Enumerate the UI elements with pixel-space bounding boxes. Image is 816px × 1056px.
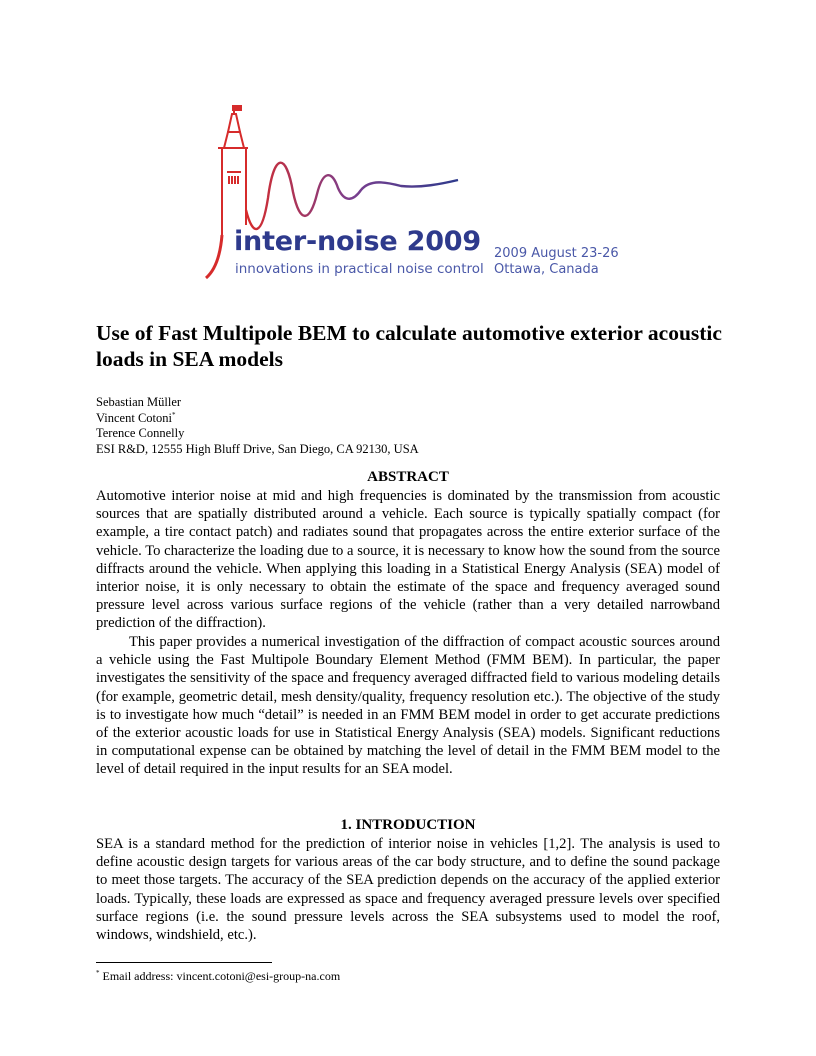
footnote-marker: * [171, 410, 176, 419]
author-name: Terence Connelly [96, 426, 185, 440]
footnote-text: Email address: vincent.cotoni@esi-group-na.com [102, 969, 341, 983]
conference-tagline: innovations in practical noise control [235, 261, 484, 277]
author-affiliation: ESI R&D, 12555 High Bluff Drive, San Diego, CA 92130, USA [96, 441, 419, 456]
abstract-paragraph: This paper provides a numerical investigation of the diffraction of compact acoustic sources around a vehicle using the Fast Multipole Boundary Element Method (FMM BEM). In particular, the paper investigates the sensitivity of the space and frequency averaged diffracted field to various modeling details (for example, geometric detail, mesh density/quality, frequency resolution etc.). The objective of the study is to investigate how much “detail” is needed in an FMM BEM model in order to get accurate predictions of the exterior acoustic loads for use in Statistical Energy Analysis (SEA) models. Significant reductions in computational expense can be obtained by matching the level of detail in the FMM BEM model to the level of detail required in the input results for an SEA model. [96, 634, 720, 778]
author-name: Vincent Cotoni* [96, 410, 176, 425]
introduction-heading: 1. INTRODUCTION [340, 817, 476, 833]
conference-location: Ottawa, Canada [494, 262, 599, 277]
paper-title: Use of Fast Multipole BEM to calculate automotive exterior acoustic loads in SEA models [96, 321, 722, 371]
flag-icon [232, 105, 242, 111]
footnote [96, 969, 340, 983]
conference-logo [196, 100, 626, 285]
author-block [96, 395, 419, 457]
introduction-paragraph: SEA is a standard method for the prediction of interior noise in vehicles [1,2]. The analysis is used to define acoustic design targets for various areas of the car body structure, and to define the sound package to meet those targets. The accuracy of the SEA prediction depends on the accuracy of the applied exterior loads. Typically, these loads are expressed as space and frequency averaged pressure levels over specified surface regions (i.e. the sound pressure levels across the SEA subsystems used to model the roof, windows, windshield, etc.). [96, 836, 720, 944]
sound-wave-icon [246, 163, 458, 229]
abstract-paragraph: Automotive interior noise at mid and high frequencies is dominated by the transmission from acoustic sources that are spatially distributed around a vehicle. Each source is typically spatially compact (for example, a tire contact patch) and radiates sound that propagates across the entire exterior surface of the vehicle. To characterize the loading due to a source, it is necessary to know how the sound from the source diffracts around the vehicle. When applying this loading in a Statistical Energy Analysis (SEA) model of interior noise, it is only necessary to obtain the estimate of the space and frequency averaged sound pressure level across various surface regions of the vehicle (rather than a very detailed narrowband prediction of the diffraction). [96, 488, 720, 632]
footnote-marker: * [96, 969, 100, 977]
author-name: Sebastian Müller [96, 395, 182, 409]
conference-date: 2009 August 23-26 [494, 246, 619, 261]
abstract-heading: ABSTRACT [367, 469, 449, 485]
conference-name: inter-noise 2009 [234, 226, 481, 257]
footnote-divider [96, 962, 272, 963]
